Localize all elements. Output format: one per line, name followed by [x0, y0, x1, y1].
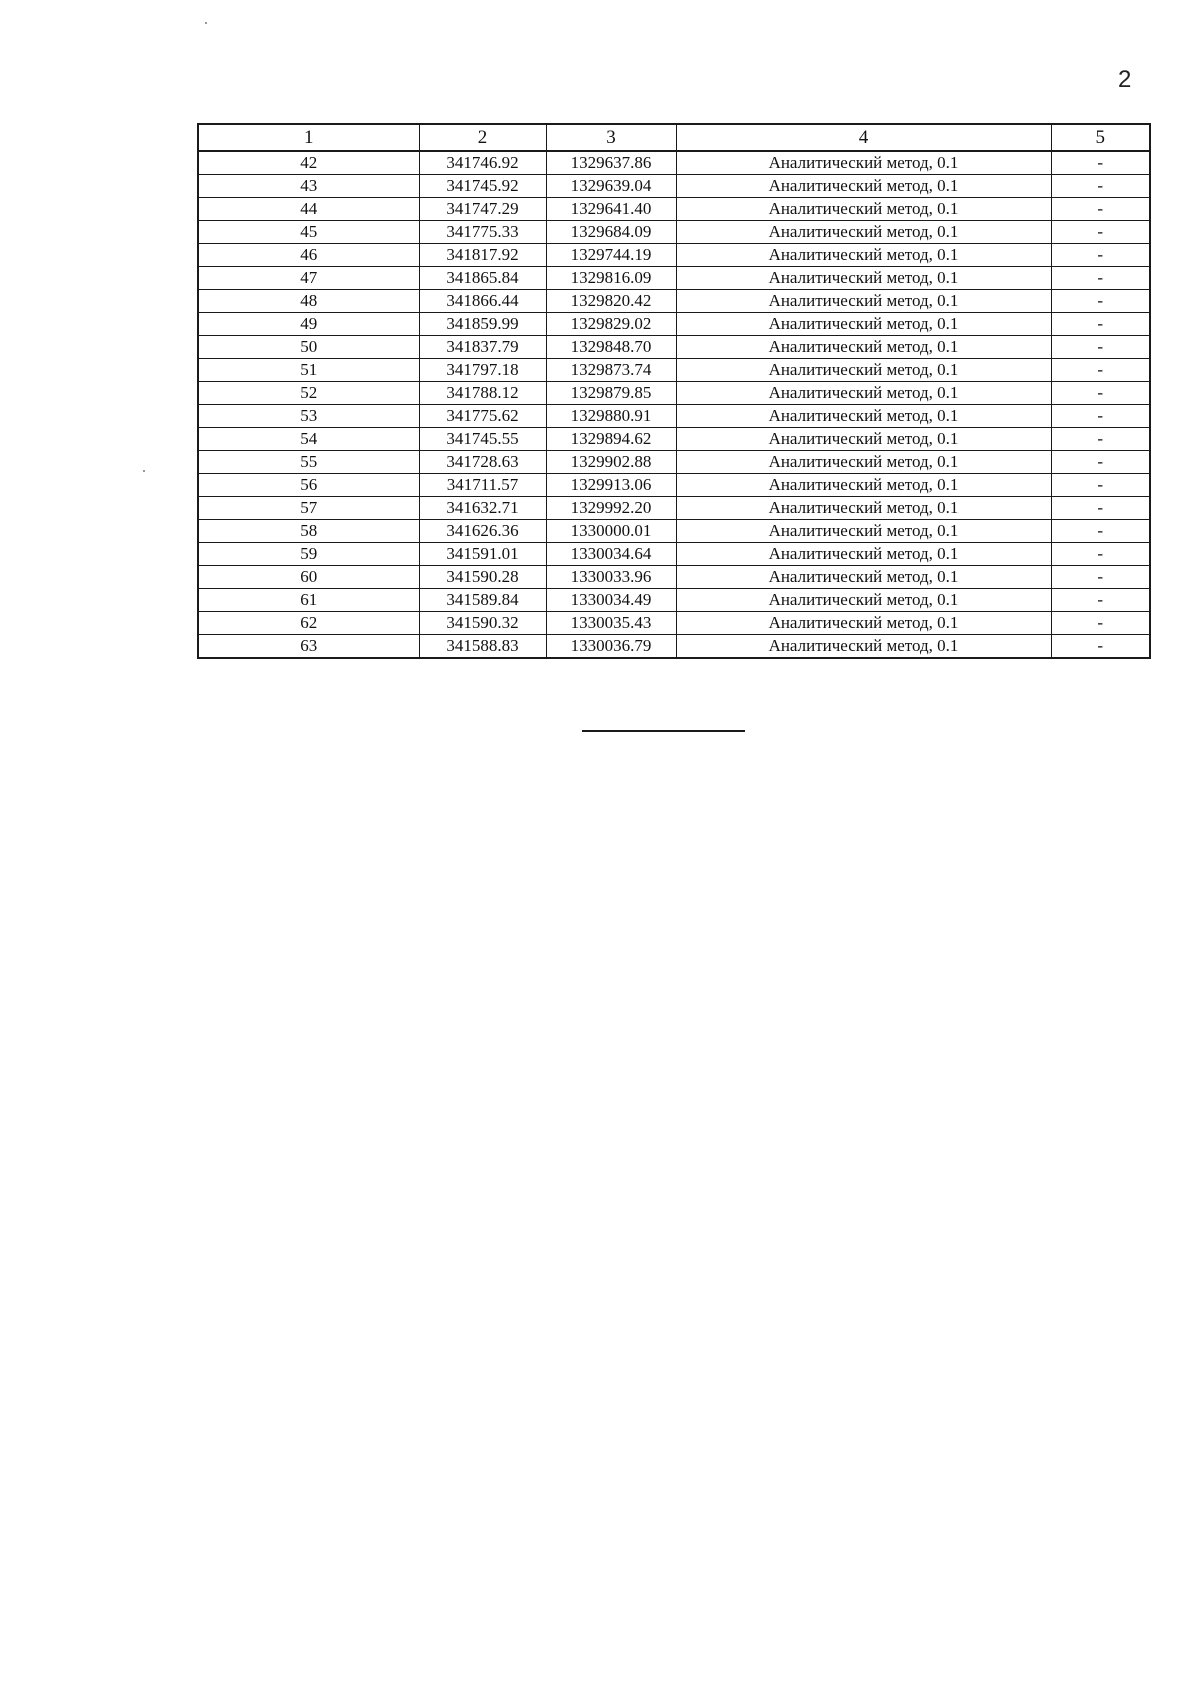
- x-coordinate-cell: 341589.84: [419, 589, 546, 612]
- table-row: [198, 221, 1150, 244]
- column-header: 2: [419, 124, 546, 151]
- method-cell: Аналитический метод, 0.1: [676, 497, 1051, 520]
- note-cell: -: [1051, 497, 1150, 520]
- y-coordinate-cell: 1330034.64: [546, 543, 676, 566]
- column-header: 1: [198, 124, 419, 151]
- y-coordinate-cell: 1329820.42: [546, 290, 676, 313]
- x-coordinate-cell: 341837.79: [419, 336, 546, 359]
- x-coordinate-cell: 341866.44: [419, 290, 546, 313]
- method-cell: Аналитический метод, 0.1: [676, 221, 1051, 244]
- x-coordinate-cell: 341728.63: [419, 451, 546, 474]
- method-cell: Аналитический метод, 0.1: [676, 151, 1051, 175]
- end-of-document-line: [582, 730, 745, 732]
- point-number-cell: 62: [198, 612, 419, 635]
- point-number-cell: 57: [198, 497, 419, 520]
- table-row: [198, 151, 1150, 175]
- table-row: [198, 635, 1150, 659]
- x-coordinate-cell: 341745.92: [419, 175, 546, 198]
- table-row: [198, 543, 1150, 566]
- point-number-cell: 46: [198, 244, 419, 267]
- point-number-cell: 58: [198, 520, 419, 543]
- table-row: [198, 382, 1150, 405]
- point-number-cell: 47: [198, 267, 419, 290]
- point-number-cell: 55: [198, 451, 419, 474]
- page-number: 2: [1118, 66, 1132, 93]
- point-number-cell: 48: [198, 290, 419, 313]
- x-coordinate-cell: 341797.18: [419, 359, 546, 382]
- point-number-cell: 61: [198, 589, 419, 612]
- point-number-cell: 42: [198, 151, 419, 175]
- point-number-cell: 44: [198, 198, 419, 221]
- method-cell: Аналитический метод, 0.1: [676, 336, 1051, 359]
- x-coordinate-cell: 341788.12: [419, 382, 546, 405]
- point-number-cell: 56: [198, 474, 419, 497]
- table-row: [198, 336, 1150, 359]
- note-cell: -: [1051, 543, 1150, 566]
- table-row: [198, 497, 1150, 520]
- method-cell: Аналитический метод, 0.1: [676, 405, 1051, 428]
- point-number-cell: 59: [198, 543, 419, 566]
- point-number-cell: 50: [198, 336, 419, 359]
- note-cell: -: [1051, 589, 1150, 612]
- y-coordinate-cell: 1330033.96: [546, 566, 676, 589]
- x-coordinate-cell: 341775.33: [419, 221, 546, 244]
- table-row: [198, 451, 1150, 474]
- note-cell: -: [1051, 520, 1150, 543]
- y-coordinate-cell: 1329744.19: [546, 244, 676, 267]
- x-coordinate-cell: 341745.55: [419, 428, 546, 451]
- note-cell: -: [1051, 566, 1150, 589]
- scan-speck: [143, 470, 145, 472]
- point-number-cell: 49: [198, 313, 419, 336]
- y-coordinate-cell: 1329684.09: [546, 221, 676, 244]
- note-cell: -: [1051, 221, 1150, 244]
- point-number-cell: 45: [198, 221, 419, 244]
- x-coordinate-cell: 341747.29: [419, 198, 546, 221]
- method-cell: Аналитический метод, 0.1: [676, 313, 1051, 336]
- table-row: [198, 428, 1150, 451]
- method-cell: Аналитический метод, 0.1: [676, 589, 1051, 612]
- y-coordinate-cell: 1329637.86: [546, 151, 676, 175]
- note-cell: -: [1051, 290, 1150, 313]
- note-cell: -: [1051, 313, 1150, 336]
- table-row: [198, 405, 1150, 428]
- x-coordinate-cell: 341590.32: [419, 612, 546, 635]
- table-row: [198, 267, 1150, 290]
- y-coordinate-cell: 1329873.74: [546, 359, 676, 382]
- y-coordinate-cell: 1330035.43: [546, 612, 676, 635]
- y-coordinate-cell: 1330034.49: [546, 589, 676, 612]
- x-coordinate-cell: 341865.84: [419, 267, 546, 290]
- x-coordinate-cell: 341711.57: [419, 474, 546, 497]
- method-cell: Аналитический метод, 0.1: [676, 267, 1051, 290]
- y-coordinate-cell: 1329992.20: [546, 497, 676, 520]
- table-row: [198, 474, 1150, 497]
- y-coordinate-cell: 1329880.91: [546, 405, 676, 428]
- note-cell: -: [1051, 474, 1150, 497]
- table-row: [198, 359, 1150, 382]
- table-row: [198, 313, 1150, 336]
- x-coordinate-cell: 341590.28: [419, 566, 546, 589]
- method-cell: Аналитический метод, 0.1: [676, 198, 1051, 221]
- y-coordinate-cell: 1329879.85: [546, 382, 676, 405]
- column-header: 3: [546, 124, 676, 151]
- point-number-cell: 52: [198, 382, 419, 405]
- table-row: [198, 175, 1150, 198]
- y-coordinate-cell: 1329829.02: [546, 313, 676, 336]
- point-number-cell: 51: [198, 359, 419, 382]
- note-cell: -: [1051, 175, 1150, 198]
- method-cell: Аналитический метод, 0.1: [676, 175, 1051, 198]
- method-cell: Аналитический метод, 0.1: [676, 290, 1051, 313]
- note-cell: -: [1051, 382, 1150, 405]
- x-coordinate-cell: 341632.71: [419, 497, 546, 520]
- y-coordinate-cell: 1330036.79: [546, 635, 676, 659]
- x-coordinate-cell: 341775.62: [419, 405, 546, 428]
- column-header: 4: [676, 124, 1051, 151]
- note-cell: -: [1051, 267, 1150, 290]
- point-number-cell: 53: [198, 405, 419, 428]
- method-cell: Аналитический метод, 0.1: [676, 520, 1051, 543]
- method-cell: Аналитический метод, 0.1: [676, 635, 1051, 659]
- note-cell: -: [1051, 198, 1150, 221]
- method-cell: Аналитический метод, 0.1: [676, 359, 1051, 382]
- point-number-cell: 63: [198, 635, 419, 659]
- method-cell: Аналитический метод, 0.1: [676, 244, 1051, 267]
- coordinates-table: [197, 123, 1151, 659]
- y-coordinate-cell: 1330000.01: [546, 520, 676, 543]
- y-coordinate-cell: 1329848.70: [546, 336, 676, 359]
- y-coordinate-cell: 1329639.04: [546, 175, 676, 198]
- note-cell: -: [1051, 428, 1150, 451]
- scan-speck: [205, 22, 207, 24]
- method-cell: Аналитический метод, 0.1: [676, 566, 1051, 589]
- y-coordinate-cell: 1329641.40: [546, 198, 676, 221]
- column-header: 5: [1051, 124, 1150, 151]
- method-cell: Аналитический метод, 0.1: [676, 382, 1051, 405]
- note-cell: -: [1051, 151, 1150, 175]
- y-coordinate-cell: 1329816.09: [546, 267, 676, 290]
- table-row: [198, 612, 1150, 635]
- note-cell: -: [1051, 336, 1150, 359]
- method-cell: Аналитический метод, 0.1: [676, 428, 1051, 451]
- x-coordinate-cell: 341817.92: [419, 244, 546, 267]
- note-cell: -: [1051, 244, 1150, 267]
- table-body: [198, 151, 1150, 658]
- x-coordinate-cell: 341626.36: [419, 520, 546, 543]
- note-cell: -: [1051, 359, 1150, 382]
- column-number-row: [198, 124, 1150, 151]
- table-row: [198, 290, 1150, 313]
- y-coordinate-cell: 1329913.06: [546, 474, 676, 497]
- note-cell: -: [1051, 612, 1150, 635]
- x-coordinate-cell: 341859.99: [419, 313, 546, 336]
- y-coordinate-cell: 1329902.88: [546, 451, 676, 474]
- method-cell: Аналитический метод, 0.1: [676, 543, 1051, 566]
- x-coordinate-cell: 341588.83: [419, 635, 546, 659]
- point-number-cell: 60: [198, 566, 419, 589]
- table-row: [198, 589, 1150, 612]
- note-cell: -: [1051, 451, 1150, 474]
- point-number-cell: 43: [198, 175, 419, 198]
- x-coordinate-cell: 341746.92: [419, 151, 546, 175]
- note-cell: -: [1051, 635, 1150, 659]
- table-row: [198, 566, 1150, 589]
- table-row: [198, 520, 1150, 543]
- table-row: [198, 244, 1150, 267]
- y-coordinate-cell: 1329894.62: [546, 428, 676, 451]
- x-coordinate-cell: 341591.01: [419, 543, 546, 566]
- method-cell: Аналитический метод, 0.1: [676, 474, 1051, 497]
- point-number-cell: 54: [198, 428, 419, 451]
- method-cell: Аналитический метод, 0.1: [676, 451, 1051, 474]
- table-row: [198, 198, 1150, 221]
- note-cell: -: [1051, 405, 1150, 428]
- method-cell: Аналитический метод, 0.1: [676, 612, 1051, 635]
